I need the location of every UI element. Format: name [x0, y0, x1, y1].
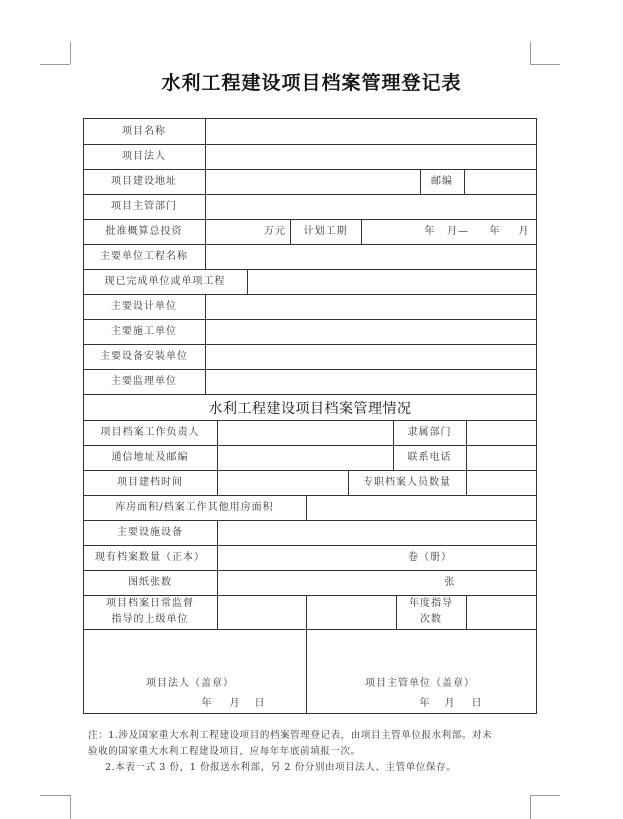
section-title: 水利工程建设项目档案管理情况	[208, 401, 412, 417]
label-sheet-unit: 张	[444, 577, 456, 588]
date-month-legal: 月	[229, 698, 241, 709]
label-guidance-line2: 指导的上级单位	[111, 614, 189, 625]
label-month-end: 月	[518, 226, 530, 237]
label-project-name: 项目名称	[122, 126, 166, 137]
label-archive-time: 项目建档时间	[117, 477, 183, 488]
label-schedule: 计划工期	[303, 226, 348, 237]
label-supervision: 主要监理单位	[111, 376, 177, 387]
label-department: 隶属部门	[407, 427, 452, 438]
label-seal-legal: 项目法人（盖章）	[146, 678, 234, 689]
crop-mark	[40, 64, 70, 66]
date-year-authority: 年	[419, 698, 431, 709]
crop-mark	[530, 795, 541, 819]
label-guidance-line1: 项目档案日常监督	[106, 598, 194, 609]
label-phone: 联系电话	[407, 452, 452, 463]
form-title: 水利工程建设项目档案管理登记表	[161, 72, 462, 94]
note-line2: 验收的国家重大水利工程建设项目，应每年年底前填报一次。	[88, 746, 361, 757]
label-month-start: 月—	[447, 226, 469, 237]
label-storage-area: 库房面积/档案工作其他用房面积	[115, 502, 274, 513]
label-wanyuan: 万元	[264, 226, 286, 237]
note-line3: 2.本表一式 3 份，1 份报送水利部，另 2 份分别由项目法人、主管单位保存。	[105, 762, 457, 773]
label-investment: 批准概算总投资	[105, 226, 183, 237]
date-month-authority: 月	[444, 698, 456, 709]
label-main-units: 主要单位工程名称	[100, 251, 188, 262]
label-equipment: 主要设备安装单位	[100, 351, 188, 362]
crop-mark	[40, 795, 70, 797]
label-archive-count: 现有档案数量（正本）	[95, 552, 205, 563]
label-postcode: 邮编	[431, 176, 453, 187]
label-annual-line1: 年度指导	[409, 598, 453, 609]
label-year-end: 年	[489, 226, 501, 237]
crop-mark	[530, 42, 541, 64]
label-archive-leader: 项目档案工作负责人	[100, 427, 200, 438]
label-authority: 项目主管部门	[111, 201, 177, 212]
crop-mark	[60, 795, 71, 819]
label-seal-authority: 项目主管单位（盖章）	[365, 678, 475, 689]
label-annual-line2: 次数	[420, 614, 442, 625]
date-day-legal: 日	[254, 698, 266, 709]
label-construction: 主要施工单位	[111, 326, 177, 337]
label-completed: 现已完成单位或单项工程	[104, 276, 226, 287]
label-facilities: 主要设施设备	[117, 527, 183, 538]
label-design: 主要设计单位	[111, 301, 177, 312]
label-volume-unit: 卷（册）	[408, 552, 452, 563]
crop-mark	[530, 795, 560, 797]
label-year-start: 年	[424, 226, 436, 237]
label-address-post: 通信地址及邮编	[111, 452, 189, 463]
label-drawings: 图纸张数	[128, 577, 172, 588]
date-year-legal: 年	[201, 698, 213, 709]
label-staff-count: 专职档案人员数量	[363, 477, 451, 488]
label-project-address: 项目建设地址	[111, 176, 177, 187]
label-project-legal: 项目法人	[122, 151, 166, 162]
note-line1: 注：1.涉及国家重大水利工程建设项目的档案管理登记表，由项目主管单位报水利部。对未	[88, 730, 493, 741]
crop-mark	[60, 42, 71, 64]
crop-mark	[530, 64, 560, 66]
date-day-authority: 日	[471, 698, 483, 709]
